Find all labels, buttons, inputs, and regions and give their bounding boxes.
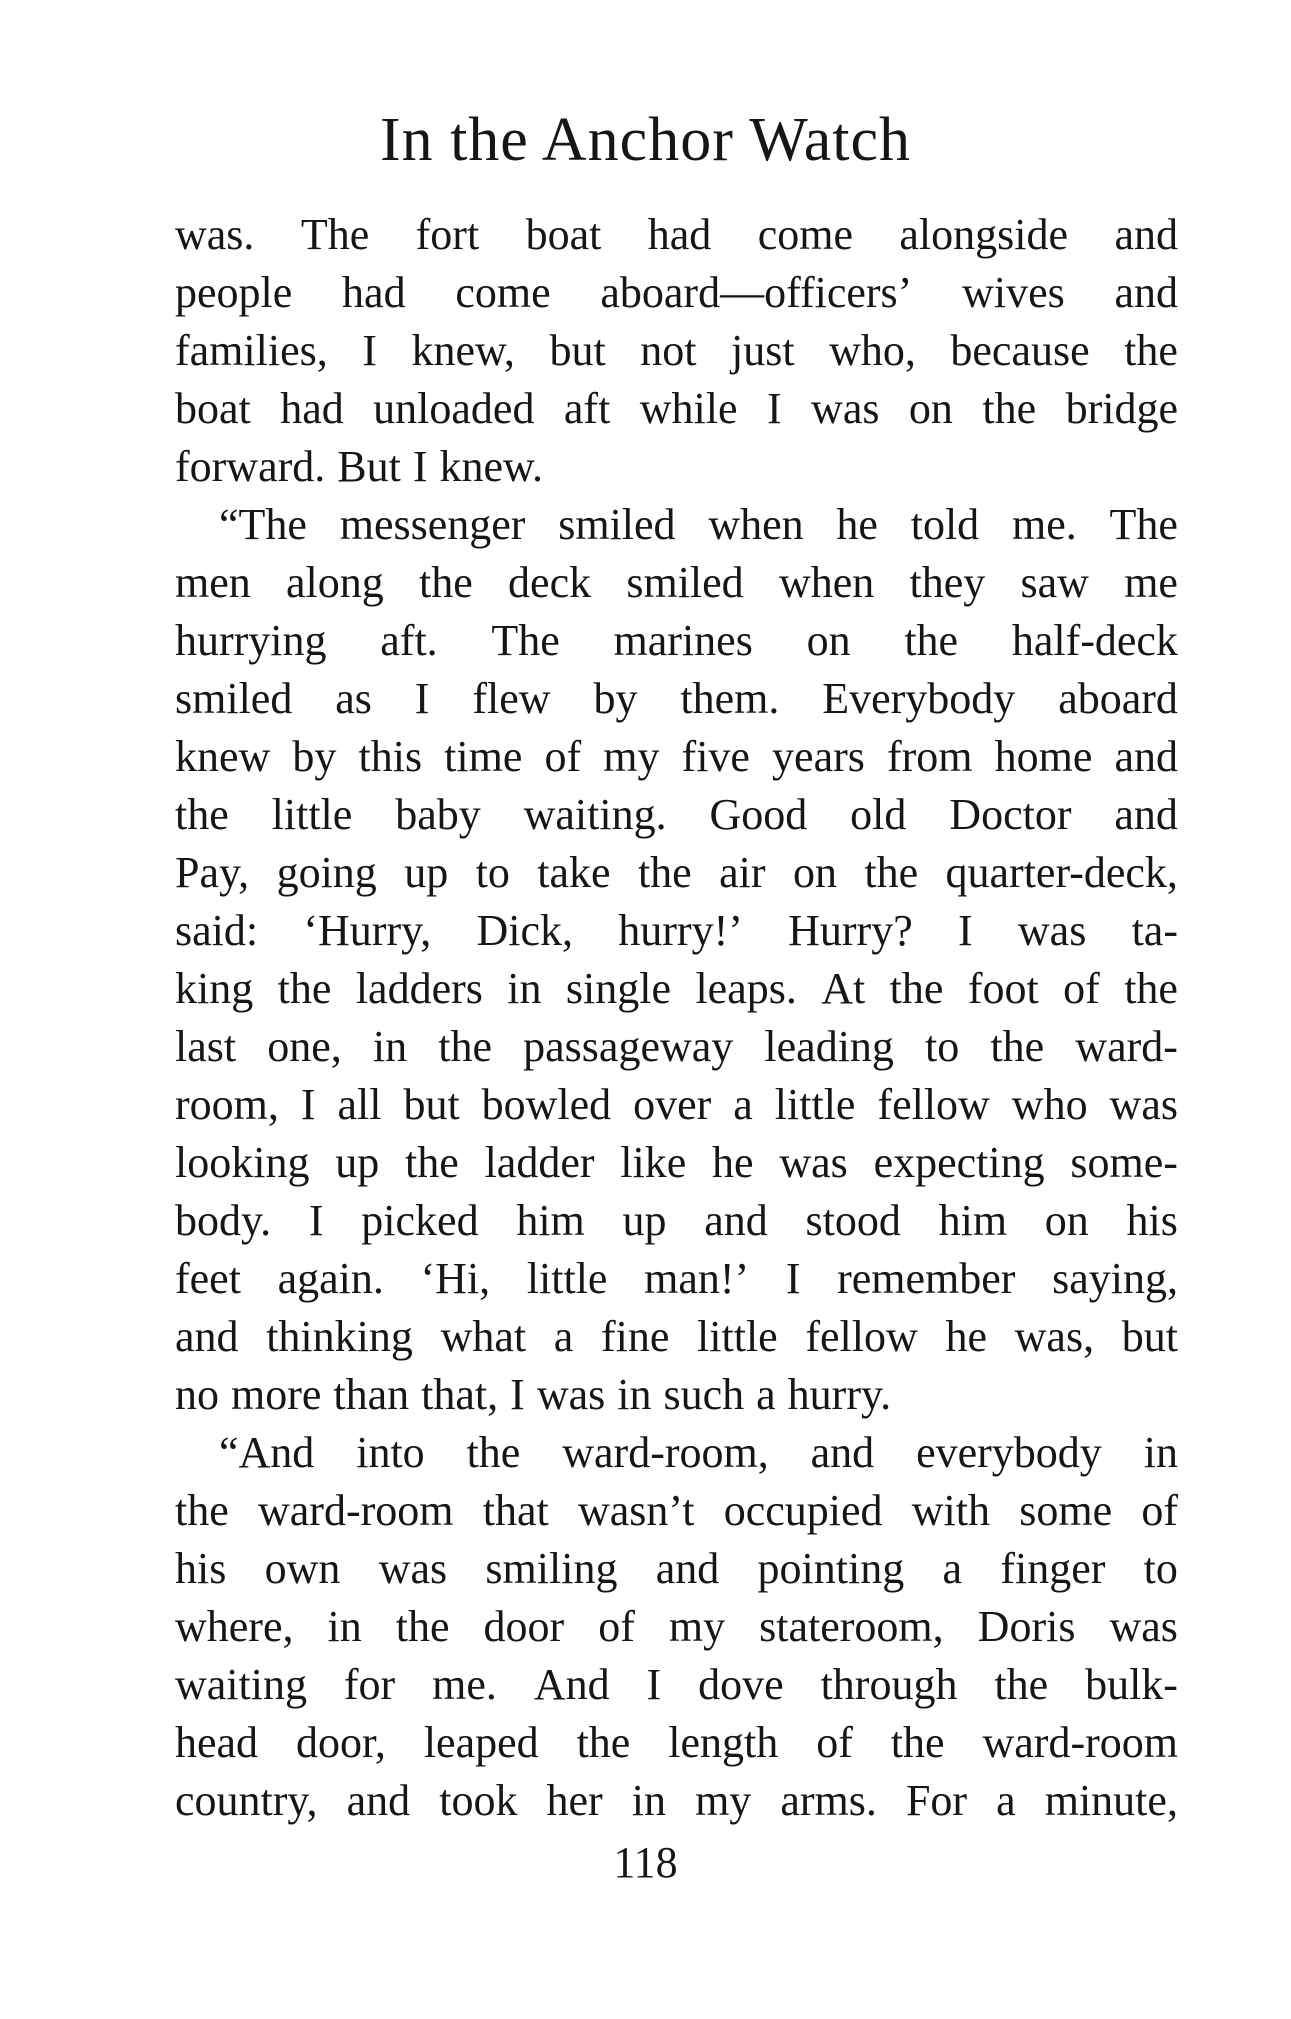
text-line: no more than that, I was in such a hurry. [175,1370,892,1419]
text-line: head door, leaped the length of the ward-room [175,1718,1178,1767]
text-line: boat had unloaded aft while I was on the bridge [175,384,1178,433]
text-line: his own was smiling and pointing a finger to [175,1544,1178,1593]
text-line: room, I all but bowled over a little fellow who was [175,1080,1178,1129]
text-line: looking up the ladder like he was expecting some- [175,1138,1178,1187]
text-line: men along the deck smiled when they saw me [175,558,1178,607]
text-line: “The messenger smiled when he told me. The [219,500,1178,549]
text-line: country, and took her in my arms. For a minute, [175,1776,1178,1825]
text-line: people had come aboard—officers’ wives and [175,268,1178,317]
text-line: king the ladders in single leaps. At the foot of the [175,964,1178,1013]
page-number: 118 [613,1838,678,1887]
text-line: the little baby waiting. Good old Doctor and [175,790,1178,839]
text-line: body. I picked him up and stood him on his [175,1196,1178,1245]
text-line: and thinking what a fine little fellow he was, but [175,1312,1178,1361]
text-line: feet again. ‘Hi, little man!’ I remember saying, [175,1254,1178,1303]
text-line: hurrying aft. The marines on the half-deck [175,616,1178,665]
text-line: knew by this time of my five years from home and [175,732,1178,781]
text-line: said: ‘Hurry, Dick, hurry!’ Hurry? I was ta- [175,906,1178,955]
text-line: forward. But I knew. [175,442,543,491]
text-line: smiled as I flew by them. Everybody aboard [175,674,1178,723]
text-line: the ward-room that wasn’t occupied with some of [175,1486,1178,1535]
text-line: was. The fort boat had come alongside and [175,210,1178,259]
text-line: “And into the ward-room, and everybody in [219,1428,1178,1477]
text-line: Pay, going up to take the air on the quarter-deck, [175,848,1178,897]
running-head: In the Anchor Watch [379,106,912,174]
text-line: families, I knew, but not just who, because the [175,326,1178,375]
text-line: last one, in the passageway leading to the ward- [175,1022,1178,1071]
body-text [175,206,1178,1830]
text-line: waiting for me. And I dove through the bulk- [175,1660,1178,1709]
text-line: where, in the door of my stateroom, Doris was [175,1602,1178,1651]
